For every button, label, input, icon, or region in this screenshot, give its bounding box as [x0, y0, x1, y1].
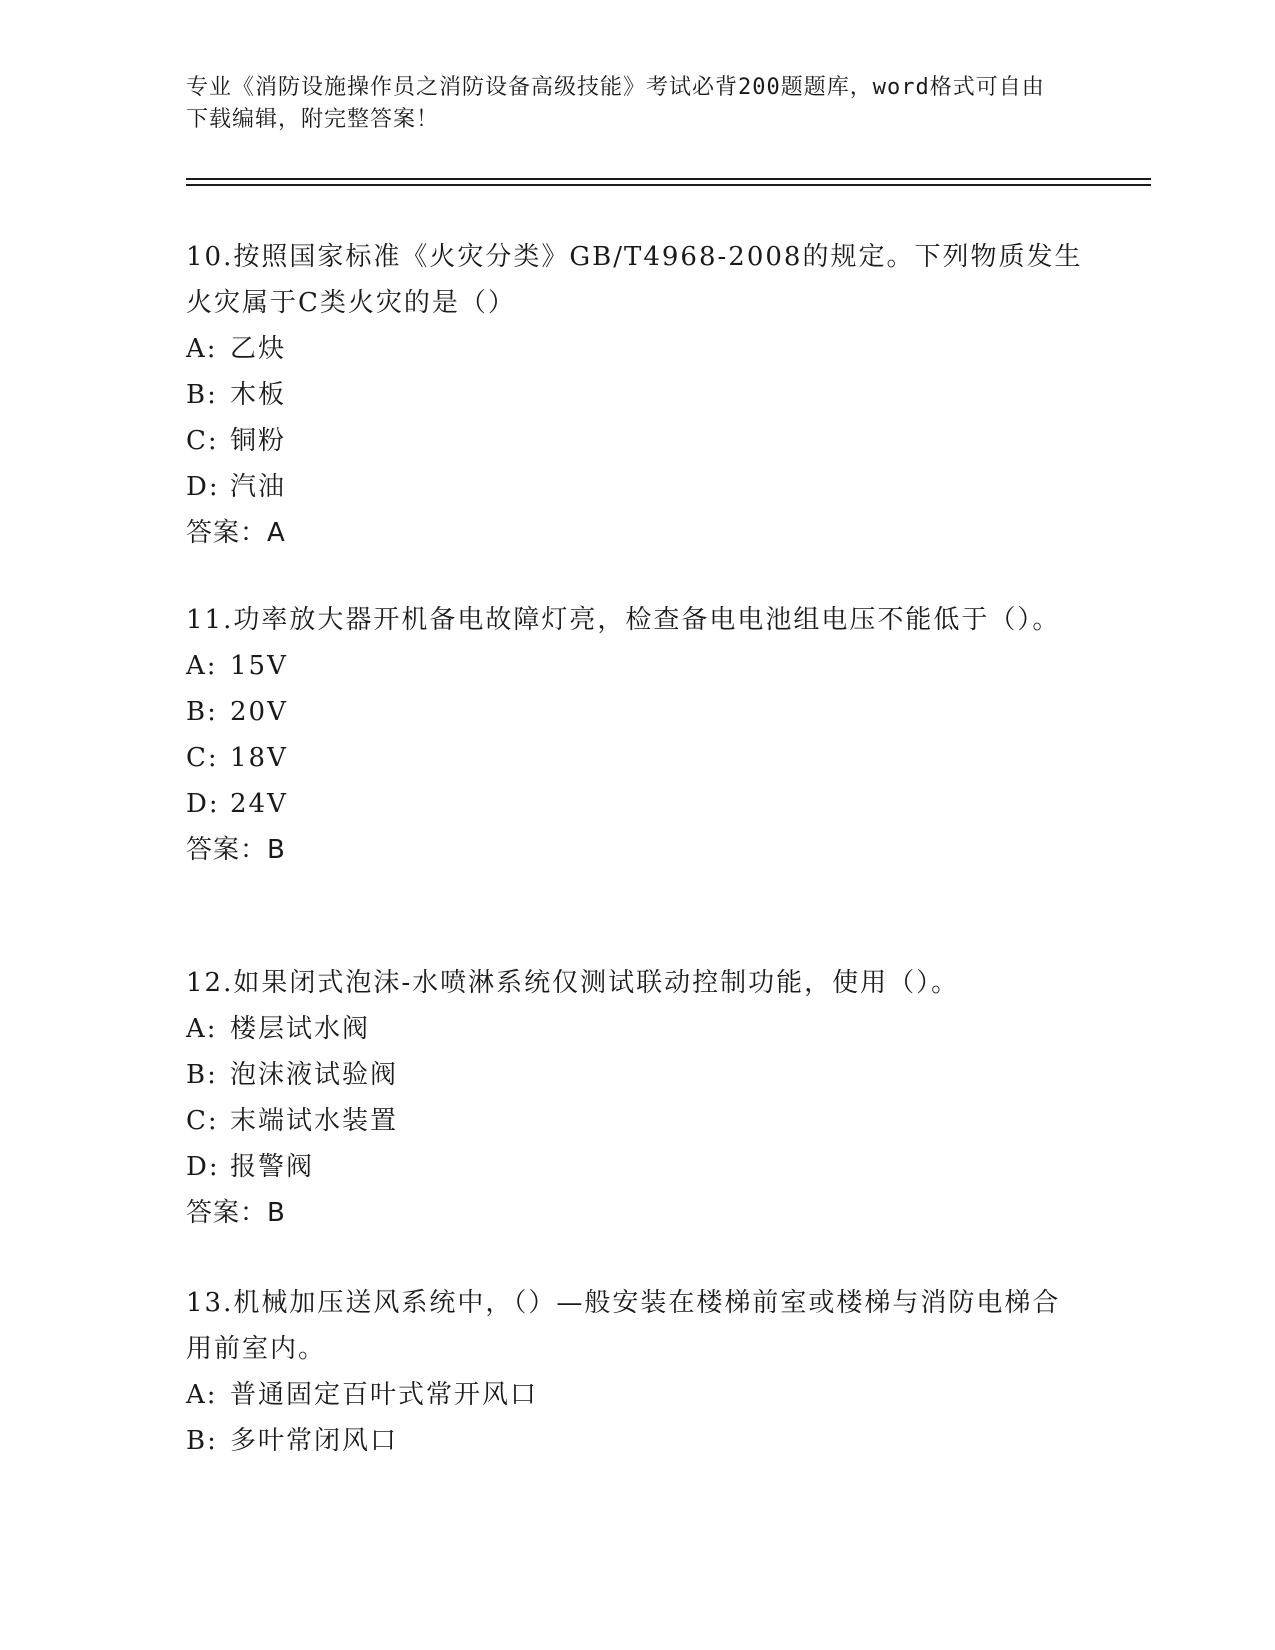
- document-header: 专业《消防设施操作员之消防设备高级技能》考试必背200题题库，word格式可自由下载编辑，附完整答案！: [186, 75, 1045, 132]
- option-c: C: 18V: [186, 743, 288, 773]
- option-b: B: 多叶常闭风口: [186, 1426, 399, 1456]
- option-a: A: 乙炔: [186, 334, 287, 364]
- option-b: B: 泡沫液试验阀: [186, 1060, 399, 1090]
- option-a: A: 普通固定百叶式常开风口: [186, 1380, 539, 1410]
- option-c: C: 铜粉: [186, 426, 287, 456]
- answer: 答案：A: [186, 518, 286, 548]
- question-11: [186, 597, 1086, 873]
- option-b: B: 20V: [186, 697, 288, 727]
- question-12: [186, 960, 1086, 1236]
- option-d: D: 报警阀: [186, 1152, 315, 1182]
- question-13: [186, 1280, 1086, 1464]
- option-a: A: 楼层试水阀: [186, 1014, 371, 1044]
- question-text: 13.机械加压送风系统中，（）—般安装在楼梯前室或楼梯与消防电梯合用前室内。: [186, 1288, 1061, 1364]
- question-text: 10.按照国家标准《火灾分类》GB/T4968-2008的规定。下列物质发生火灾属于C类火灾的是（）: [186, 242, 1083, 318]
- question-10: [186, 234, 1086, 556]
- answer: 答案：B: [186, 1198, 286, 1228]
- option-a: A: 15V: [186, 651, 288, 681]
- header-rule-top: [186, 178, 1151, 180]
- option-c: C: 末端试水装置: [186, 1106, 399, 1136]
- option-d: D: 汽油: [186, 472, 287, 502]
- header-rule-bottom: [186, 184, 1151, 186]
- answer: 答案：B: [186, 835, 286, 865]
- question-text: 12.如果闭式泡沫-水喷淋系统仅测试联动控制功能，使用（）。: [186, 968, 960, 998]
- question-text: 11.功率放大器开机备电故障灯亮，检查备电电池组电压不能低于（）。: [186, 605, 1061, 635]
- option-b: B: 木板: [186, 380, 287, 410]
- option-d: D: 24V: [186, 789, 288, 819]
